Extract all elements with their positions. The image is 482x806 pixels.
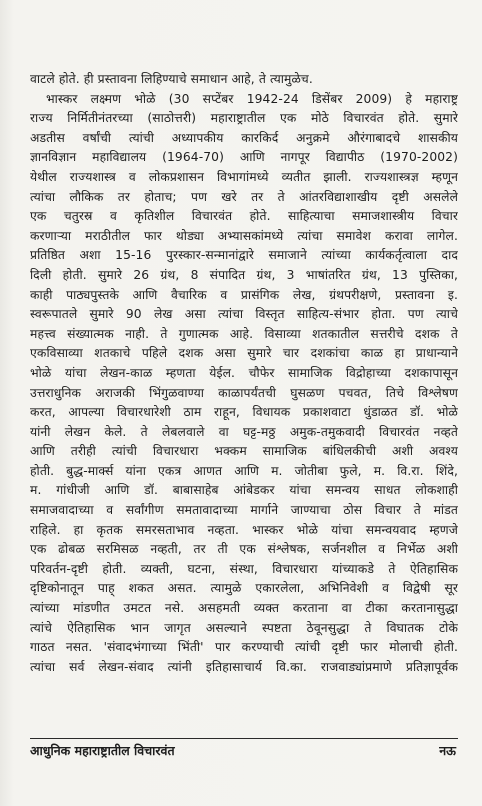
text-line: करत, आपल्या विचारधारेशी ठाम राहून, विधायक प्रकाशवाटा धुंडाळत डॉ. भोळे — [30, 405, 458, 420]
text-line: स्वरूपातले सुमारे 90 लेख असा त्यांचा विस्तृत साहित्य-संभार होता. पण त्याचे — [30, 307, 458, 322]
text-line: दिली होती. सुमारे 26 ग्रंथ, 8 संपादित ग्रंथ, 3 भाषांतरित ग्रंथ, 13 पुस्तिका, — [30, 267, 458, 282]
text-line: त्यांचे ऐतिहासिक भान जागृत असल्याने स्पष्टता ठेवूनसुद्धा ते विघातक टोके — [30, 620, 458, 635]
text-line: एक चतुरस्र व कृतिशील विचारवंत होते. साहित्याचा समाजशास्त्रीय विचार — [30, 209, 458, 224]
text-line: त्यांचा सर्व लेखन-संवाद त्यांनी इतिहासाचार्य वि.का. राजवाड्यांप्रमाणे प्रतिज्ञापूर्वक — [30, 659, 458, 674]
text-line: भास्कर लक्ष्मण भोळे (30 सप्टेंबर 1942-24 डिसेंबर 2009) हे महाराष्ट्र — [46, 91, 458, 106]
running-footer-title: आधुनिक महाराष्ट्रातील विचारवंत — [30, 743, 175, 758]
text-line: उत्तराधुनिक अराजकी भिंगुळवाण्या काळापर्यंतची घुसळण पचवत, तिचे विश्लेषण — [30, 385, 458, 400]
text-line: दृष्टिकोनातून पाह् शकत असत. त्यामुळे एकारलेला, अभिनिवेशी व विद्वेषी सूर — [30, 581, 458, 596]
text-line: महत्त्व संख्यात्मक नाही. ते गुणात्मक आहे. विसाव्या शतकातील सत्तरीचे दशक ते — [30, 326, 458, 341]
text-line: एक ढोबळ सरमिसळ नव्हती, तर ती एक संश्लेषक, सर्जनशील व निर्भेळ अशी — [30, 542, 458, 557]
text-line: समाजवादाच्या व सर्वांगीण समतावादाच्या मार्गाने जाण्याचा ठोस विचार ते मांडत — [30, 503, 458, 518]
text-line: गाठत नसत. 'संवादभंगाच्या भिंती' पार करण्याची त्यांची दृष्टी फार मोलाची होती. — [30, 640, 458, 655]
text-line: आणि तरीही त्यांची विचारधारा भक्कम सामाजिक बांधिलकीची अशी अवश्य — [30, 444, 458, 459]
text-line: म. गांधीजी आणि डॉ. बाबासाहेब आंबेडकर यांचा समन्वय साधत लोकशाही — [30, 483, 458, 498]
text-line: एकविसाव्या शतकाचे पहिले दशक असा सुमारे चार दशकांचा काळ हा प्राधान्याने — [30, 346, 458, 361]
text-line: राज्य निर्मितीनंतरच्या (साठोत्तरी) महाराष्ट्रातील एक मोठे विचारवंत होते. सुमारे — [30, 111, 458, 126]
text-line: करणाऱ्या मराठीतील फार थोड्या अभ्यासकांमध्ये त्यांचा समावेश करावा लागेल. — [30, 228, 458, 243]
text-line: भोळे यांचा लेखन-काळ म्हणता येईल. चौफेर सामाजिक विद्रोहाच्या दशकापासून — [30, 365, 458, 380]
text-line: त्यांच्या मांडणीत उमटत नसे. असहमती व्यक्त करताना वा टीका करतानासुद्धा — [30, 601, 458, 616]
text-line: राहिले. हा कृतक समरसताभाव नव्हता. भास्कर भोळे यांचा समन्वयवाद म्हणजे — [30, 522, 458, 537]
text-line: ज्ञानविज्ञान महाविद्यालय (1964-70) आणि नागपूर विद्यापीठ (1970-2002) — [30, 150, 458, 165]
text-line: काही पाठ्यपुस्तके आणि वैचारिक व प्रासंगिक लेख, ग्रंथपरीक्षणे, प्रस्तावना इ. — [30, 287, 458, 302]
footer-rule — [30, 738, 458, 739]
text-line: प्रतिष्ठित अशा 15-16 पुरस्कार-सन्मानांद्वारे समाजाने त्यांच्या कार्यकर्तृत्वाला दाद — [30, 248, 458, 263]
text-line: वाटले होते. ही प्रस्तावना लिहिण्याचे समाधान आहे, ते त्यामुळेच. — [30, 72, 313, 86]
text-line: होती. बुद्ध-मार्क्स यांना एकत्र आणत आणि म. जोतीबा फुले, म. वि.रा. शिंदे, — [30, 463, 458, 478]
text-line: त्यांचा लौकिक तर होताच; पण खरे तर ते आंतरविद्याशाखीय दृष्टी असलेले — [30, 189, 458, 204]
body-text — [30, 70, 458, 677]
text-line: यांनी लेखन केले. ते लेबलवाले वा घट्ट-मठ्ठ अमुक-तमुकवादी विचारवंत नव्हते — [30, 424, 458, 439]
page-number: नऊ — [439, 743, 456, 758]
text-line: अडतीस वर्षांची त्यांची अध्यापकीय कारकिर्द अनुक्रमे औरंगाबादचे शासकीय — [30, 130, 458, 145]
text-line: येथील राज्यशास्त्र व लोकप्रशासन विभागांमध्ये व्यतीत झाली. राज्यशास्त्रज्ञ म्हणून — [30, 169, 458, 184]
text-line: परिवर्तन-दृष्टी होती. व्यक्ती, घटना, संस्था, विचारधारा यांच्याकडे ते ऐतिहासिक — [30, 561, 458, 576]
